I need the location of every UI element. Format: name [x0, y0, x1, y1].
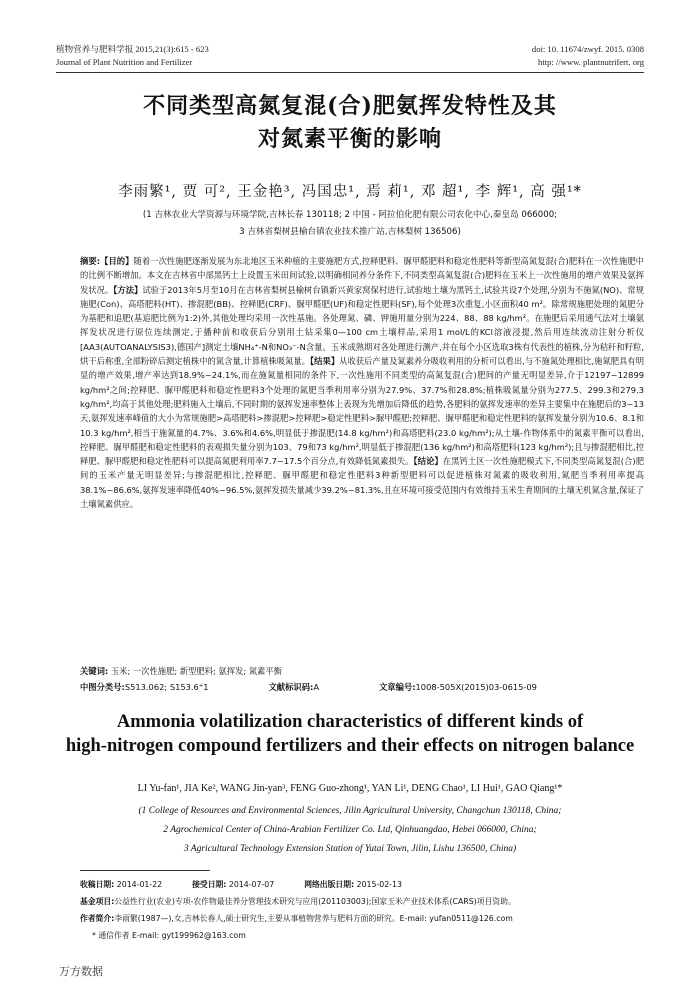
method-label: 【方法】	[113, 284, 143, 295]
doc-code: 文献标识码:A	[268, 682, 319, 692]
keywords	[80, 664, 644, 678]
affil-cn-line2: 3 吉林省梨树县榆台镇农业技术推广站,吉林梨树 136506)	[239, 227, 461, 237]
result-label: 【结果】	[310, 356, 340, 367]
running-header	[56, 43, 644, 69]
abstract-label: 摘要:	[80, 256, 101, 266]
header-rule	[56, 72, 644, 73]
abstract-cn	[80, 254, 644, 511]
watermark: 万方数据	[59, 965, 103, 978]
affiliations-en	[56, 802, 644, 859]
journal-name-en: Journal of Plant Nutrition and Fertilizer	[56, 57, 193, 67]
keywords-text: 玉米; 一次性施肥; 新型肥料; 氨挥发; 氮素平衡	[110, 666, 282, 676]
affiliations-cn	[70, 207, 630, 241]
online-date: 2015-02-13	[356, 880, 402, 889]
clc-code: 中图分类号:S513.062; S153.6⁺1	[80, 682, 209, 692]
footnote-dates: 收稿日期: 2014-01-22 接受日期: 2014-07-07 网络出版日期: 2015-02-13	[80, 880, 402, 889]
title-cn-line1: 不同类型高氮复混(合)肥氨挥发特性及其	[143, 93, 557, 119]
conclusion-label: 【结论】	[413, 456, 443, 467]
title-en	[56, 710, 644, 758]
received-date: 2014-01-22	[116, 880, 163, 889]
objective-label: 【目的】	[100, 256, 134, 266]
title-en-line2: high-nitrogen compound fertilizers and their effects on nitrogen balance	[65, 736, 635, 756]
title-cn-line2: 对氮素平衡的影响	[257, 126, 442, 152]
article-number: 文章编号:1008-505X(2015)03-0615-09	[379, 682, 537, 692]
keywords-label: 关键词:	[80, 666, 109, 676]
classification-line	[80, 680, 644, 694]
footnote-corresponding: * 通信作者 E-mail: gyt199962@163.com	[92, 931, 246, 940]
affil-en-line2: 2 Agrochemical Center of China-Arabian Fertilizer Co. Ltd, Qinhuangdao, Hebei 066000, China;	[163, 825, 537, 835]
footnotes	[80, 876, 644, 944]
footnote-rule	[80, 870, 210, 871]
authors-cn: 李雨繁¹, 贾 可², 王金艳³, 冯国忠¹, 焉 莉¹, 邓 超¹, 李 辉¹, 高 强¹*	[118, 184, 582, 200]
journal-issue-cn: 植物营养与肥料学报 2015,21(3):615 - 623	[56, 44, 209, 54]
method-text: 试验于2013年5月至10月在吉林省梨树县榆树台镇新兴黄家窝保村进行,试验地土壤为黑钙土,试验共设7个处理,分别为不施氮(NO)、常规施肥(Con)、高塔肥料(HT)、掺混肥(BB)、控释肥(CRF)、脲甲醛肥(UF)和稳定性肥料(SF),每个处理3次重复,小区面积40 m²。除常规施肥处理的氮肥分为基肥和追肥(基追肥比例为1:2)外,其他处理均采用一次性基施。各处理氮、磷、钾施用量分别为224、88、88 kg/hm²。在施肥后采用通气法对土壤氨挥发状况进行原位连续测定,于播种前和收获后分别用土钻采集0—100 cm土壤样品,采用1 mol/L的KCl溶液浸提,然后用连续流动注射分析仪[AA3(AUTOANALYSIS3),德国产]测定土壤NH₄⁺-N和NO₃⁻-N含量。玉米成熟期对各处理进行测产,并在每个小区选取3株有代表性的植株,分为秸秆和籽粒,烘干后称重,全部粉碎后测定植株中的氮含量,计算植株吸氮量。	[80, 284, 644, 367]
result-text: 从收获后产量及氮素养分吸收利用的分析可以看出,与不施氮处理相比,施氮肥具有明显的增产效果,增产率达到18.9%~24.1%,而在施氮量相同的条件下,一次性施用不同类型的高氮复混(合)肥间的产量无明显差异,介于12197~12899 kg/hm²之间;控释肥、脲甲醛肥料和稳定性肥料3个处理的氮肥当季利用率分别为27.9%、37.7%和28.8%;植株吸氮量分别为277.5、299.3和279.3 kg/hm²,均高于其他处理;肥料施入土壤后,不同时期的氨挥发速率整体上表现为先增加后降低的趋势,各肥料的氨挥发速率的差异主要集中在施肥后的3~13天,氨挥发速率峰值的大小为常规施肥>高塔肥料>掺混肥>控释肥>稳定性肥料>脲甲醛肥;控释肥、脲甲醛肥和稳定性肥料的氨挥发量分别为10.6、8.1和10.3 kg/hm²,相当于施氮量的4.7%、3.6%和4.6%,明显低于掺混肥(14.8 kg/hm²)和高塔肥料(23.0 kg/hm²);从土壤-作物体系中的氮素平衡可以看出,控释肥、脲甲醛肥和稳定性肥料的表观损失量分别为103、79和73 kg/hm²,明显低于掺混肥(136 kg/hm²)和高塔肥料(123 kg/hm²);且与掺混肥相比,控释肥、脲甲醛肥和稳定性肥料可以提高氮肥利用率7.7~17.5个百分点,有效降低氮素损失。	[80, 356, 644, 467]
authors-en: LI Yu-fan¹, JIA Ke², WANG Jin-yan³, FENG Guo-zhong¹, YAN Li¹, DENG Chao¹, LI Hui¹, GAO Qiang¹*	[137, 783, 563, 794]
affil-en-line1: (1 College of Resources and Environmental Sciences, Jilin Agricultural University, Changchun 130118, China;	[138, 806, 562, 816]
footnote-author: 作者简介:李雨繁(1987—),女,吉林长春人,硕士研究生,主要从事植物营养与肥料方面的研究。E-mail: yufan0511@126.com	[80, 914, 513, 923]
affil-cn-line1: (1 吉林农业大学资源与环境学院,吉林长春 130118; 2 中国 - 阿拉伯化肥有限公司农化中心,秦皇岛 066000;	[142, 210, 558, 220]
accepted-date: 2014-07-07	[228, 880, 275, 889]
journal-url[interactable]: http: //www. plantnutrifert. org	[538, 57, 644, 67]
footnote-fund: 基金项目:公益性行业(农业)专项-农作物最佳养分管理技术研究与应用(201103003);国家玉米产业技术体系(CARS)项目资助。	[80, 897, 516, 906]
title-cn	[56, 90, 644, 156]
conclusion-text: 在黑钙土区一次性施肥模式下,不同类型高氮复混(合)肥间的玉米产量无明显差异;与掺混肥相比,控释肥、脲甲醛肥和稳定性肥料3种新型肥料可以促进植株对氮素的吸收利用,氮肥当季利用率提高38.1%~86.6%,氨挥发速率降低40%~96.5%,氨挥发损失量减少39.2%~81.3%,且在环境可接受范围内有效维持玉米生育期间的土壤无机氮含量,保证了土壤氮素供应。	[80, 456, 644, 510]
objective-text: 随着一次性施肥逐渐发展为东北地区玉米种植的主要施肥方式,控释肥料、脲甲醛肥料和稳定性肥料等新型高氮复混(合)肥料在一次性施肥中的比例不断增加。本文在吉林省中部黑钙土上设置玉米田间试验,以明确相同养分条件下,不同类型高氮复混(合)肥料在玉米上一次性施用的增产效果及氨挥发状况。	[80, 256, 644, 295]
affil-en-line3: 3 Agricultural Technology Extension Station of Yutai Town, Jilin, Lishu 136500, China)	[183, 844, 517, 854]
title-en-line1: Ammonia volatilization characteristics of different kinds of	[116, 712, 584, 732]
doi[interactable]: doi: 10. 11674/zwyf. 2015. 0308	[531, 44, 644, 54]
